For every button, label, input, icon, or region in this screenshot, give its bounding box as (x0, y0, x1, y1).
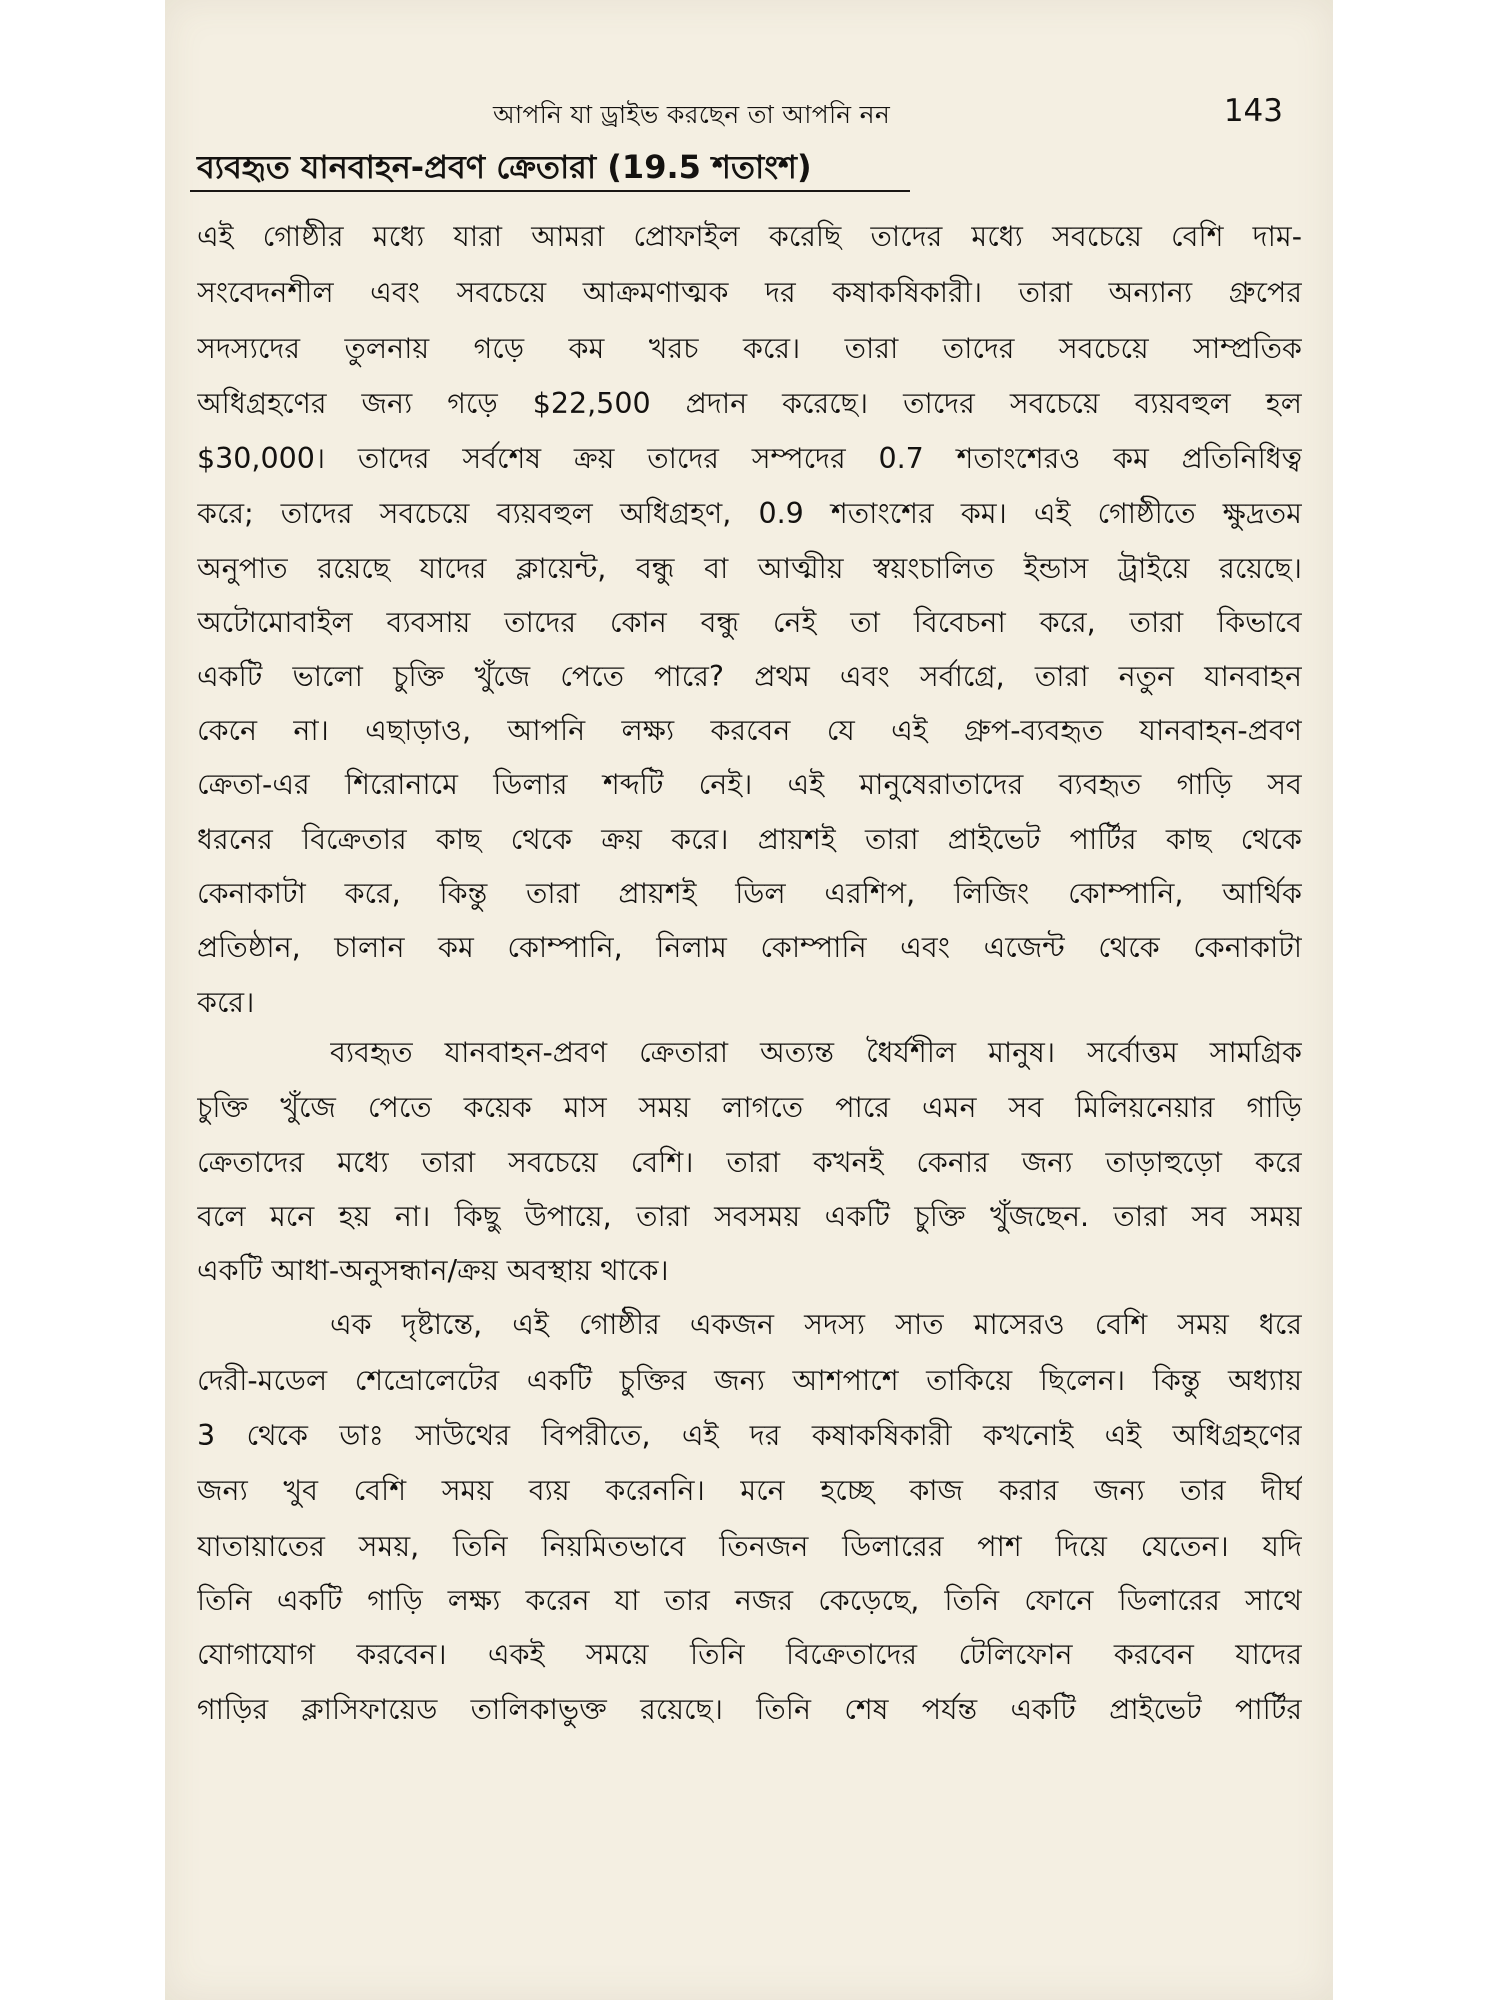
body-line: অটোমোবাইল ব্যবসায় তাদের কোন বন্ধু নেই তা বিবেচনা করে, তারা কিভাবে (197, 606, 1302, 639)
body-line: করে। (197, 986, 255, 1019)
body-line: সদস্যদের তুলনায় গড়ে কম খরচ করে। তারা তাদের সবচেয়ে সাম্প্রতিক (197, 332, 1302, 365)
body-line: এই গোষ্ঠীর মধ্যে যারা আমরা প্রোফাইল করেছি তাদের মধ্যে সবচেয়ে বেশি দাম- (197, 220, 1302, 253)
body-line: ক্রেতাদের মধ্যে তারা সবচেয়ে বেশি। তারা কখনই কেনার জন্য তাড়াহুড়ো করে (197, 1146, 1302, 1179)
body-line: কেনে না। এছাড়াও, আপনি লক্ষ্য করবেন যে এই গ্রুপ-ব্যবহৃত যানবাহন-প্রবণ (197, 714, 1302, 747)
body-line: দেরী-মডেল শেভ্রোলেটের একটি চুক্তির জন্য আশপাশে তাকিয়ে ছিলেন। কিন্তু অধ্যায় (197, 1364, 1302, 1397)
body-line: 3 থেকে ডাঃ সাউথের বিপরীতে, এই দর কষাকষিকারী কখনোই এই অধিগ্রহণের (197, 1419, 1302, 1452)
body-line: এক দৃষ্টান্তে, এই গোষ্ঠীর একজন সদস্য সাত মাসেরও বেশি সময় ধরে (330, 1308, 1302, 1341)
book-page (165, 0, 1333, 2000)
body-line: চুক্তি খুঁজে পেতে কয়েক মাস সময় লাগতে পারে এমন সব মিলিয়নেয়ার গাড়ি (197, 1091, 1302, 1124)
body-line: ক্রেতা-এর শিরোনামে ডিলার শব্দটি নেই। এই মানুষেরাতাদের ব্যবহৃত গাড়ি সব (197, 768, 1302, 801)
section-heading: ব্যবহৃত যানবাহন-প্রবণ ক্রেতারা (19.5 শতাংশ) (197, 148, 812, 186)
body-line: গাড়ির ক্লাসিফায়েড তালিকাভুক্ত রয়েছে। তিনি শেষ পর্যন্ত একটি প্রাইভেট পার্টির (197, 1693, 1302, 1726)
body-line: অধিগ্রহণের জন্য গড়ে $22,500 প্রদান করেছে। তাদের সবচেয়ে ব্যয়বহুল হল (197, 387, 1302, 420)
body-line: জন্য খুব বেশি সময় ব্যয় করেননি। মনে হচ্ছে কাজ করার জন্য তার দীর্ঘ (197, 1474, 1302, 1507)
page-number: 143 (1223, 93, 1283, 129)
body-line: $30,000। তাদের সর্বশেষ ক্রয় তাদের সম্পদের 0.7 শতাংশেরও কম প্রতিনিধিত্ব (197, 442, 1302, 475)
body-line: প্রতিষ্ঠান, চালান কম কোম্পানি, নিলাম কোম্পানি এবং এজেন্ট থেকে কেনাকাটা (197, 931, 1302, 964)
body-line: কেনাকাটা করে, কিন্তু তারা প্রায়শই ডিল এরশিপ, লিজিং কোম্পানি, আর্থিক (197, 877, 1302, 910)
body-line: একটি ভালো চুক্তি খুঁজে পেতে পারে? প্রথম এবং সর্বাগ্রে, তারা নতুন যানবাহন (197, 660, 1302, 693)
body-line: ব্যবহৃত যানবাহন-প্রবণ ক্রেতারা অত্যন্ত ধৈর্যশীল মানুষ। সর্বোত্তম সামগ্রিক (330, 1036, 1302, 1069)
body-line: যাতায়াতের সময়, তিনি নিয়মিতভাবে তিনজন ডিলারের পাশ দিয়ে যেতেন। যদি (197, 1530, 1302, 1563)
body-line: সংবেদনশীল এবং সবচেয়ে আক্রমণাত্মক দর কষাকষিকারী। তারা অন্যান্য গ্রুপের (197, 276, 1302, 309)
body-line: একটি আধা-অনুসন্ধান/ক্রয় অবস্থায় থাকে। (197, 1254, 669, 1287)
heading-underline (190, 190, 910, 192)
body-line: বলে মনে হয় না। কিছু উপায়ে, তারা সবসময় একটি চুক্তি খুঁজছেন. তারা সব সময় (197, 1200, 1302, 1233)
body-line: যোগাযোগ করবেন। একই সময়ে তিনি বিক্রেতাদের টেলিফোন করবেন যাদের (197, 1638, 1302, 1671)
body-line: ধরনের বিক্রেতার কাছ থেকে ক্রয় করে। প্রায়শই তারা প্রাইভেট পার্টির কাছ থেকে (197, 823, 1302, 856)
body-line: করে; তাদের সবচেয়ে ব্যয়বহুল অধিগ্রহণ, 0.9 শতাংশের কম। এই গোষ্ঠীতে ক্ষুদ্রতম (197, 497, 1302, 530)
body-line: অনুপাত রয়েছে যাদের ক্লায়েন্ট, বন্ধু বা আত্মীয় স্বয়ংচালিত ইন্ডাস ট্রাইয়ে রয়েছে। (197, 552, 1302, 585)
running-header-title: আপনি যা ড্রাইভ করছেন তা আপনি নন (493, 100, 891, 129)
body-line: তিনি একটি গাড়ি লক্ষ্য করেন যা তার নজর কেড়েছে, তিনি ফোনে ডিলারের সাথে (197, 1584, 1302, 1617)
